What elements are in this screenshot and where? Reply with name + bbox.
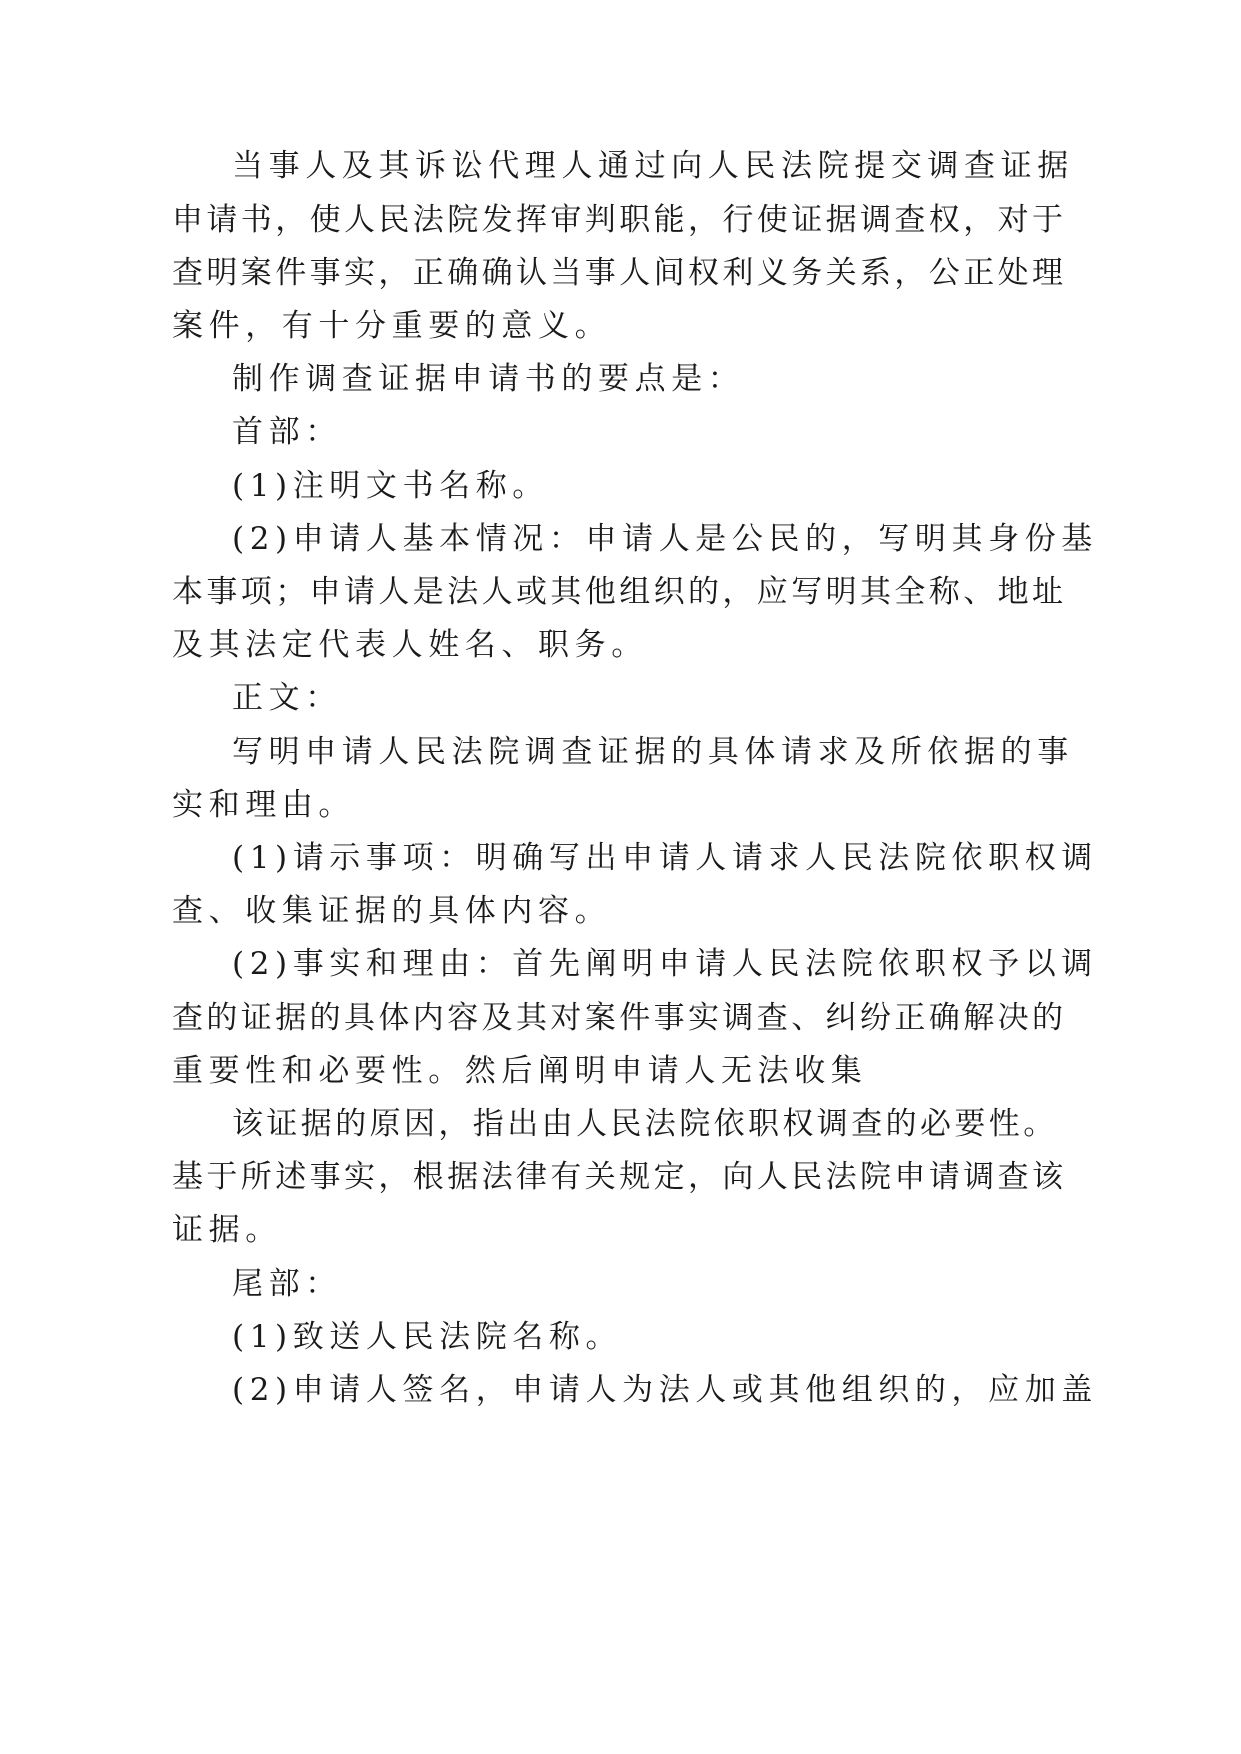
paragraph-line: 案件，有十分重要的意义。 — [172, 308, 612, 344]
paragraph-line: 制作调查证据申请书的要点是： — [232, 361, 745, 397]
paragraph-line: 写明申请人民法院调查证据的具体请求及所依据的事 — [232, 734, 1074, 770]
paragraph-line: 及其法定代表人姓名、职务。 — [172, 627, 648, 663]
list-item: (2)申请人签名，申请人为法人或其他组织的，应加盖 — [232, 1372, 1098, 1408]
section-heading: 尾部： — [232, 1266, 342, 1302]
list-item: (1)注明文书名称。 — [232, 468, 549, 504]
section-heading: 首部： — [232, 414, 342, 450]
section-heading: 正文： — [232, 680, 342, 716]
paragraph-line: 当事人及其诉讼代理人通过向人民法院提交调查证据 — [232, 148, 1074, 184]
paragraph-line: 查明案件事实，正确确认当事人间权利义务关系，公正处理 — [172, 255, 1067, 291]
paragraph-line: 申请书，使人民法院发挥审判职能，行使证据调查权，对于 — [172, 202, 1067, 238]
paragraph-line: 证据。 — [172, 1212, 282, 1248]
paragraph-line: 查的证据的具体内容及其对案件事实调查、纠纷正确解决的 — [172, 1000, 1067, 1036]
paragraph-line: 基于所述事实，根据法律有关规定，向人民法院申请调查该 — [172, 1159, 1067, 1195]
list-item: (1)请示事项：明确写出申请人请求人民法院依职权调 — [232, 840, 1098, 876]
paragraph-line: 本事项；申请人是法人或其他组织的，应写明其全称、地址 — [172, 574, 1067, 610]
paragraph-line: 重要性和必要性。然后阐明申请人无法收集 — [172, 1053, 868, 1089]
paragraph-line: 实和理由。 — [172, 787, 355, 823]
list-item: (2)事实和理由：首先阐明申请人民法院依职权予以调 — [232, 946, 1098, 982]
list-item: (2)申请人基本情况：申请人是公民的，写明其身份基 — [232, 521, 1098, 557]
paragraph-line: 该证据的原因，指出由人民法院依职权调查的必要性。 — [232, 1106, 1058, 1142]
paragraph-line: 查、收集证据的具体内容。 — [172, 893, 612, 929]
list-item: (1)致送人民法院名称。 — [232, 1319, 623, 1355]
